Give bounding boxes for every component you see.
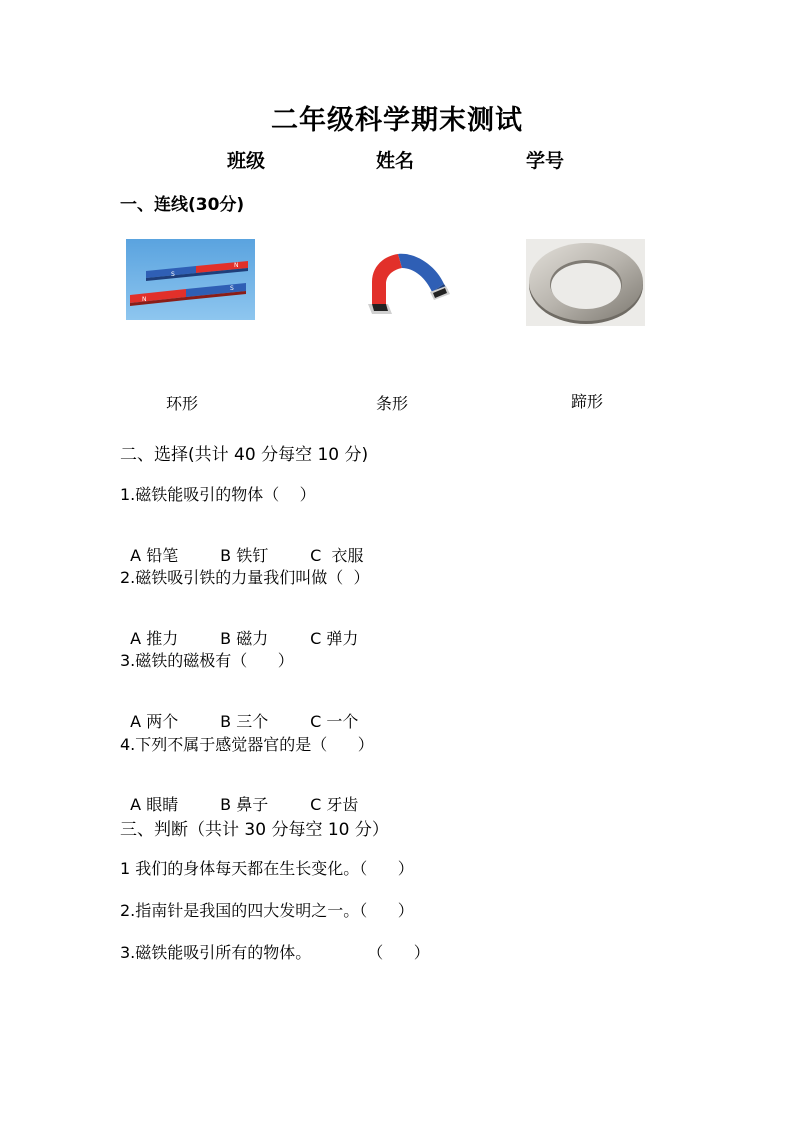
option-c[interactable]: C 一个 <box>310 712 359 731</box>
section2-heading: 二、选择(共计 40 分每空 10 分) <box>120 445 369 465</box>
option-a[interactable]: A 铅笔 <box>130 546 179 565</box>
question-2-options <box>120 607 358 649</box>
horseshoe-magnet-image <box>332 248 452 318</box>
question-1-options <box>120 524 364 566</box>
bottom-bar-s-letter: S <box>230 285 234 292</box>
question-4: 4.下列不属于感觉器官的是（ ） <box>120 735 374 754</box>
option-c[interactable]: C 衣服 <box>310 546 364 565</box>
ring-magnet-illustration <box>526 239 645 326</box>
judgement-3: 3.磁铁能吸引所有的物体。 （ ） <box>120 943 430 962</box>
shape-label-ring: 环形 <box>166 394 199 413</box>
horseshoe-magnet-illustration <box>332 248 452 318</box>
option-a[interactable]: A 两个 <box>130 712 179 731</box>
option-b[interactable]: B 三个 <box>220 712 269 731</box>
option-b[interactable]: B 磁力 <box>220 629 269 648</box>
shape-label-bar: 条形 <box>376 394 409 413</box>
shape-label-horseshoe: 蹄形 <box>571 392 604 411</box>
option-c[interactable]: C 牙齿 <box>310 795 359 814</box>
option-a[interactable]: A 推力 <box>130 629 179 648</box>
student-number-label: 学号 <box>526 150 565 172</box>
section3-heading: 三、判断（共计 30 分每空 10 分） <box>120 820 389 840</box>
question-1: 1.磁铁能吸引的物体（ ） <box>120 485 316 504</box>
section1-heading: 一、连线(30分) <box>120 195 245 215</box>
bar-magnet-illustration <box>126 239 255 320</box>
ring-magnet-image <box>526 239 645 326</box>
question-3-options <box>120 690 358 732</box>
option-c[interactable]: C 弹力 <box>310 629 359 648</box>
question-4-options <box>120 773 358 815</box>
judgement-2: 2.指南针是我国的四大发明之一。（ ） <box>120 901 414 920</box>
judgement-1: 1 我们的身体每天都在生长变化。（ ） <box>120 859 414 878</box>
question-3: 3.磁铁的磁极有（ ） <box>120 651 294 670</box>
option-b[interactable]: B 鼻子 <box>220 795 269 814</box>
top-bar-s-letter: S <box>171 271 175 278</box>
page-title: 二年级科学期末测试 <box>271 105 523 136</box>
class-label: 班级 <box>227 150 266 172</box>
question-2: 2.磁铁吸引铁的力量我们叫做（ ） <box>120 568 370 587</box>
top-bar-n-letter: N <box>234 262 239 269</box>
option-b[interactable]: B 铁钉 <box>220 546 269 565</box>
bar-magnet-image <box>126 239 255 320</box>
option-a[interactable]: A 眼睛 <box>130 795 179 814</box>
bottom-bar-n-letter: N <box>142 296 147 303</box>
name-label: 姓名 <box>376 150 415 172</box>
